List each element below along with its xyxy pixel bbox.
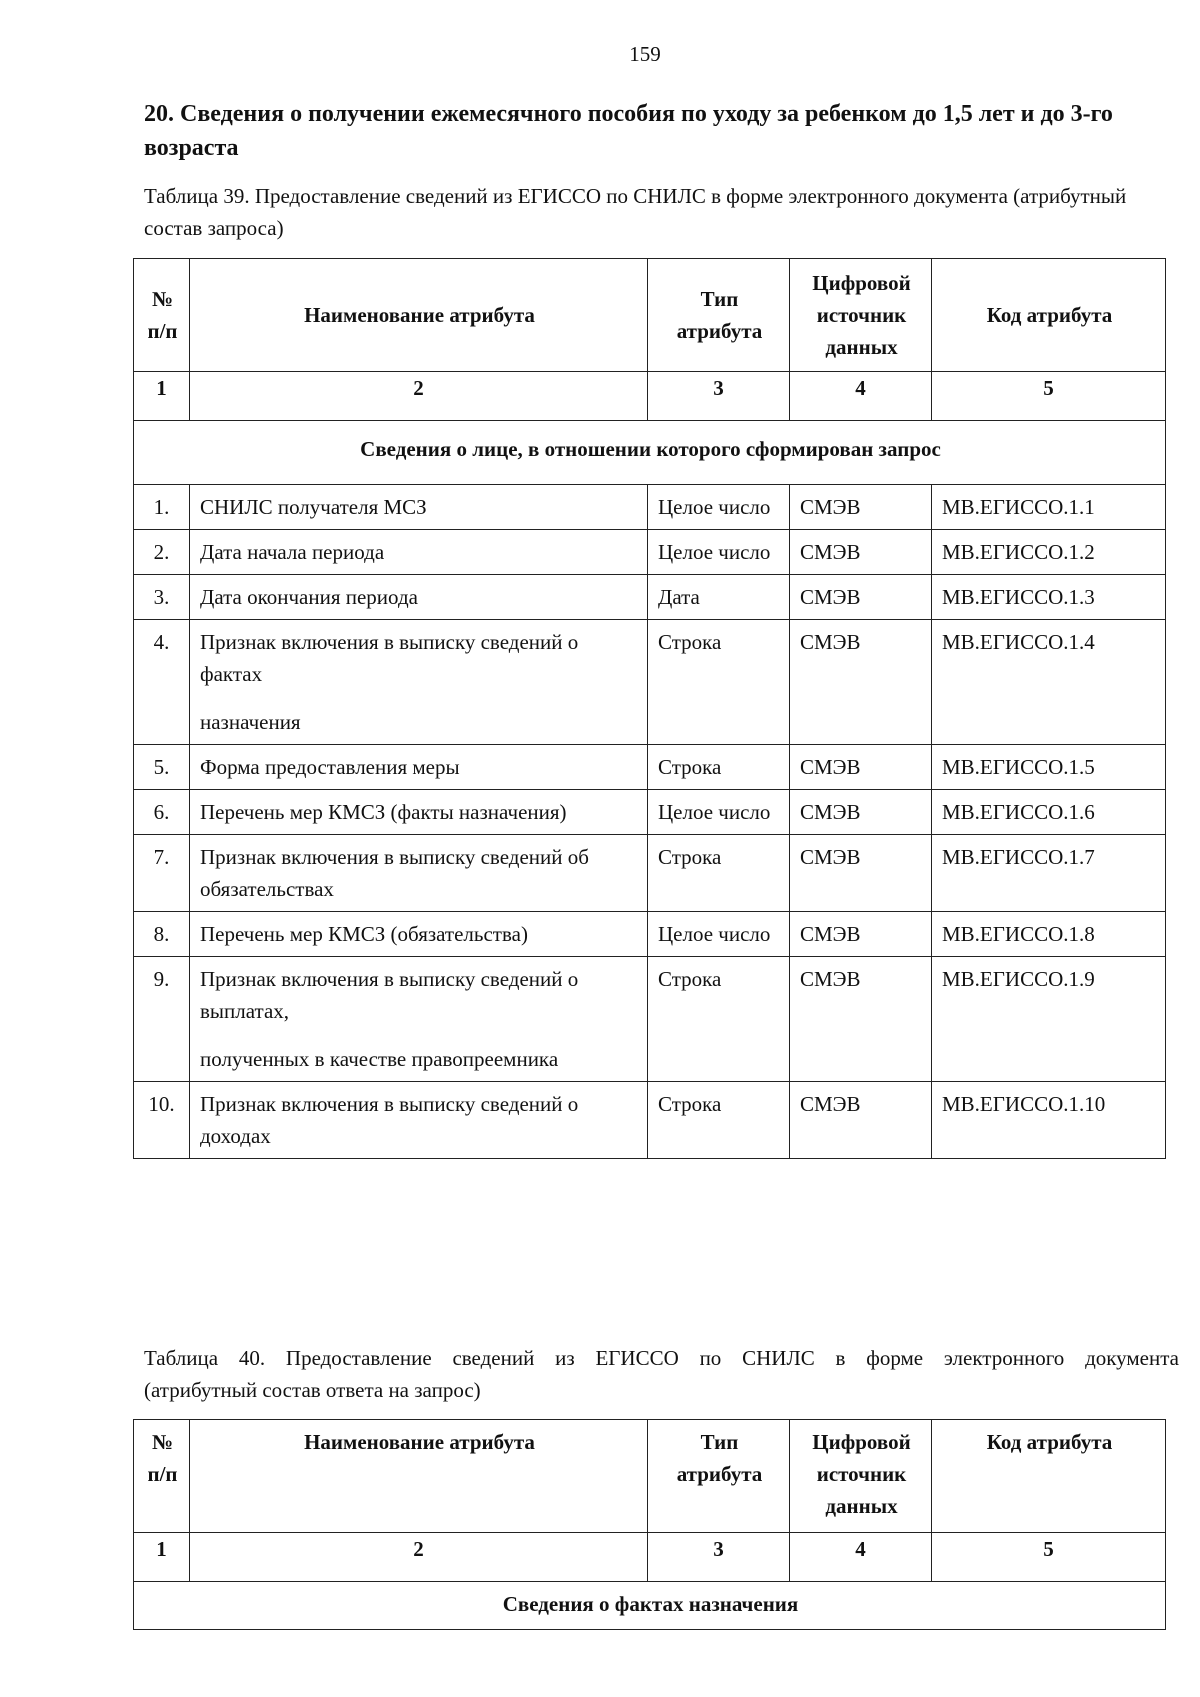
attribute-code: МВ.ЕГИССО.1.2 [932,530,1166,575]
attribute-name-line: Дата окончания периода [200,585,418,609]
attribute-source: СМЭВ [790,790,932,835]
attribute-name [190,912,648,957]
attribute-source: СМЭВ [790,835,932,912]
attribute-name-line: Признак включения в выписку сведений о выплатах, [200,967,579,1023]
header-num: № п/п [134,1420,190,1533]
table-row [134,1082,1166,1159]
table-row [134,620,1166,745]
header-name: Наименование атрибута [190,1420,648,1533]
attribute-name [190,835,648,912]
table-40-caption-line2: (атрибутный состав ответа на запрос) [144,1378,481,1402]
header-code: Код атрибута [932,259,1166,372]
attribute-type: Строка [648,1082,790,1159]
attribute-source: СМЭВ [790,1082,932,1159]
table-40 [133,1419,1166,1630]
column-number: 1 [134,1533,190,1582]
row-number: 7. [134,835,190,912]
table-row [134,485,1166,530]
column-number: 2 [190,372,648,421]
row-number: 8. [134,912,190,957]
row-number: 4. [134,620,190,745]
attribute-type: Строка [648,835,790,912]
attribute-name [190,620,648,745]
row-number: 9. [134,957,190,1082]
header-type: Тип атрибута [648,1420,790,1533]
attribute-type: Строка [648,745,790,790]
header-code: Код атрибута [932,1420,1166,1533]
table-row [134,745,1166,790]
column-number: 4 [790,1533,932,1582]
table-row [134,912,1166,957]
attribute-source: СМЭВ [790,745,932,790]
attribute-code: МВ.ЕГИССО.1.10 [932,1082,1166,1159]
section-row [134,1582,1166,1630]
row-number: 5. [134,745,190,790]
attribute-type: Дата [648,575,790,620]
table-row [134,835,1166,912]
attribute-code: МВ.ЕГИССО.1.3 [932,575,1166,620]
table-40-header-row [134,1420,1166,1533]
attribute-type: Строка [648,957,790,1082]
attribute-type: Строка [648,620,790,745]
attribute-code: МВ.ЕГИССО.1.6 [932,790,1166,835]
column-number-row [134,1533,1166,1582]
section-row [134,421,1166,485]
attribute-name-line: полученных в качестве правопреемника [200,1047,559,1071]
column-number: 1 [134,372,190,421]
attribute-code: МВ.ЕГИССО.1.7 [932,835,1166,912]
column-number: 5 [932,372,1166,421]
header-source: Цифровой источник данных [790,259,932,372]
section-heading: Сведения о фактах назначения [134,1582,1166,1630]
table-39 [133,258,1166,1159]
attribute-name [190,790,648,835]
attribute-code: МВ.ЕГИССО.1.1 [932,485,1166,530]
page-number: 159 [629,42,661,66]
attribute-name-line: СНИЛС получателя МСЗ [200,495,427,519]
row-number: 10. [134,1082,190,1159]
attribute-code: МВ.ЕГИССО.1.5 [932,745,1166,790]
table-39-caption: Таблица 39. Предоставление сведений из ЕГИССО по СНИЛС в форме электронного документа (атрибутный состав запроса) [144,184,1127,240]
column-number-row [134,372,1166,421]
attribute-name-line: Форма предоставления меры [200,755,460,779]
attribute-name [190,957,648,1082]
row-number: 1. [134,485,190,530]
attribute-name [190,530,648,575]
attribute-name-line: Признак включения в выписку сведений о фактах [200,630,579,686]
attribute-code: МВ.ЕГИССО.1.4 [932,620,1166,745]
attribute-type: Целое число [648,790,790,835]
attribute-name-line: Перечень мер КМСЗ (факты назначения) [200,800,567,824]
table-40-caption: Таблица 40. Предоставление сведений из ЕГИССО по СНИЛС в форме электронного документа [144,1346,1179,1370]
row-number: 6. [134,790,190,835]
section-title: 20. Сведения о получении ежемесячного пособия по уходу за ребенком до 1,5 лет и до 3-го возраста [144,101,1113,161]
attribute-name [190,485,648,530]
attribute-source: СМЭВ [790,575,932,620]
header-name: Наименование атрибута [190,259,648,372]
header-num: № п/п [134,259,190,372]
attribute-source: СМЭВ [790,485,932,530]
attribute-source: СМЭВ [790,530,932,575]
attribute-name-line: назначения [200,710,301,734]
row-number: 2. [134,530,190,575]
attribute-source: СМЭВ [790,957,932,1082]
attribute-source: СМЭВ [790,620,932,745]
attribute-code: МВ.ЕГИССО.1.9 [932,957,1166,1082]
column-number: 3 [648,372,790,421]
column-number: 2 [190,1533,648,1582]
table-row [134,957,1166,1082]
section-heading: Сведения о лице, в отношении которого сформирован запрос [134,421,1166,485]
attribute-name-line: Признак включения в выписку сведений о доходах [200,1092,579,1148]
header-type: Тип атрибута [648,259,790,372]
table-row [134,530,1166,575]
row-number: 3. [134,575,190,620]
attribute-name [190,1082,648,1159]
attribute-type: Целое число [648,485,790,530]
attribute-name-line: Перечень мер КМСЗ (обязательства) [200,922,528,946]
column-number: 4 [790,372,932,421]
column-number: 3 [648,1533,790,1582]
attribute-code: МВ.ЕГИССО.1.8 [932,912,1166,957]
table-39-header-row [134,259,1166,372]
attribute-name-line: Дата начала периода [200,540,385,564]
attribute-type: Целое число [648,530,790,575]
table-row [134,790,1166,835]
table-row [134,575,1166,620]
column-number: 5 [932,1533,1166,1582]
header-source: Цифровой источник данных [790,1420,932,1533]
attribute-name-line: Признак включения в выписку сведений об обязательствах [200,845,589,901]
attribute-source: СМЭВ [790,912,932,957]
attribute-name [190,575,648,620]
attribute-name [190,745,648,790]
attribute-type: Целое число [648,912,790,957]
